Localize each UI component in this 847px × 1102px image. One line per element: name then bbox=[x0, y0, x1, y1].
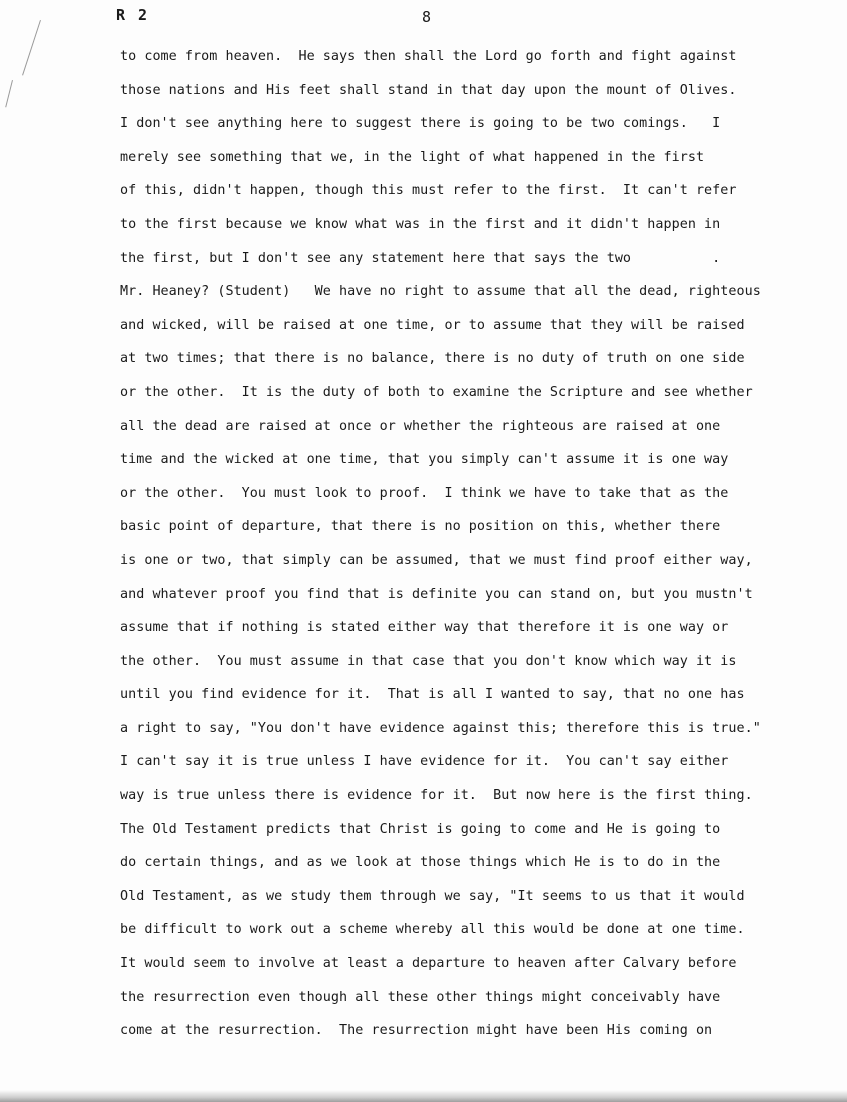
section-label: R 2 bbox=[116, 6, 150, 24]
text-line: or the other. You must look to proof. I think we have to take that as the bbox=[120, 485, 729, 501]
text-line: and wicked, will be raised at one time, or to assume that they will be raised bbox=[120, 317, 745, 333]
text-line: way is true unless there is evidence for it. But now here is the first thing. bbox=[120, 788, 753, 804]
transcript-body bbox=[120, 46, 820, 1054]
text-line: to the first because we know what was in the first and it didn't happen in bbox=[120, 216, 721, 232]
text-line: basic point of departure, that there is no position on this, whether there bbox=[120, 519, 721, 535]
text-line: and whatever proof you find that is definite you can stand on, but you mustn't bbox=[120, 586, 753, 602]
text-line: It would seem to involve at least a departure to heaven after Calvary before bbox=[120, 956, 737, 972]
text-line: I don't see anything here to suggest there is going to be two comings. I bbox=[120, 116, 721, 132]
text-line: at two times; that there is no balance, there is no duty of truth on one side bbox=[120, 351, 745, 367]
text-line: The Old Testament predicts that Christ is going to come and He is going to bbox=[120, 821, 721, 837]
scan-edge-shadow bbox=[0, 1090, 847, 1102]
text-line: the first, but I don't see any statement here that says the two . bbox=[120, 250, 721, 266]
text-line: Old Testament, as we study them through we say, "It seems to us that it would bbox=[120, 888, 745, 904]
text-line: to come from heaven. He says then shall the Lord go forth and fight against bbox=[120, 49, 737, 64]
text-line: the resurrection even though all these other things might conceivably have bbox=[120, 989, 721, 1005]
text-line: the other. You must assume in that case that you don't know which way it is bbox=[120, 653, 737, 669]
text-line: of this, didn't happen, though this must refer to the first. It can't refer bbox=[120, 183, 737, 199]
page-header bbox=[0, 0, 847, 40]
text-line: come at the resurrection. The resurrection might have been His coming on bbox=[120, 1023, 713, 1039]
text-line: merely see something that we, in the light of what happened in the first bbox=[120, 149, 705, 165]
text-line: do certain things, and as we look at those things which He is to do in the bbox=[120, 855, 721, 871]
text-line: or the other. It is the duty of both to examine the Scripture and see whether bbox=[120, 384, 753, 400]
margin-pen-mark bbox=[5, 80, 13, 107]
text-line: be difficult to work out a scheme whereby all this would be done at one time. bbox=[120, 922, 745, 938]
page-number: 8 bbox=[422, 8, 432, 26]
text-line: a right to say, "You don't have evidence against this; therefore this is true." bbox=[120, 720, 761, 736]
text-line: those nations and His feet shall stand in that day upon the mount of Olives. bbox=[120, 82, 737, 98]
text-line: all the dead are raised at once or whether the righteous are raised at one bbox=[120, 418, 721, 434]
text-line: until you find evidence for it. That is all I wanted to say, that no one has bbox=[120, 687, 745, 703]
text-line: assume that if nothing is stated either way that therefore it is one way or bbox=[120, 620, 729, 636]
text-line: Mr. Heaney? (Student) We have no right to assume that all the dead, righteous bbox=[120, 284, 761, 300]
text-line: I can't say it is true unless I have evidence for it. You can't say either bbox=[120, 754, 729, 770]
text-line: is one or two, that simply can be assumed, that we must find proof either way, bbox=[120, 552, 753, 568]
text-line: time and the wicked at one time, that you simply can't assume it is one way bbox=[120, 452, 729, 468]
